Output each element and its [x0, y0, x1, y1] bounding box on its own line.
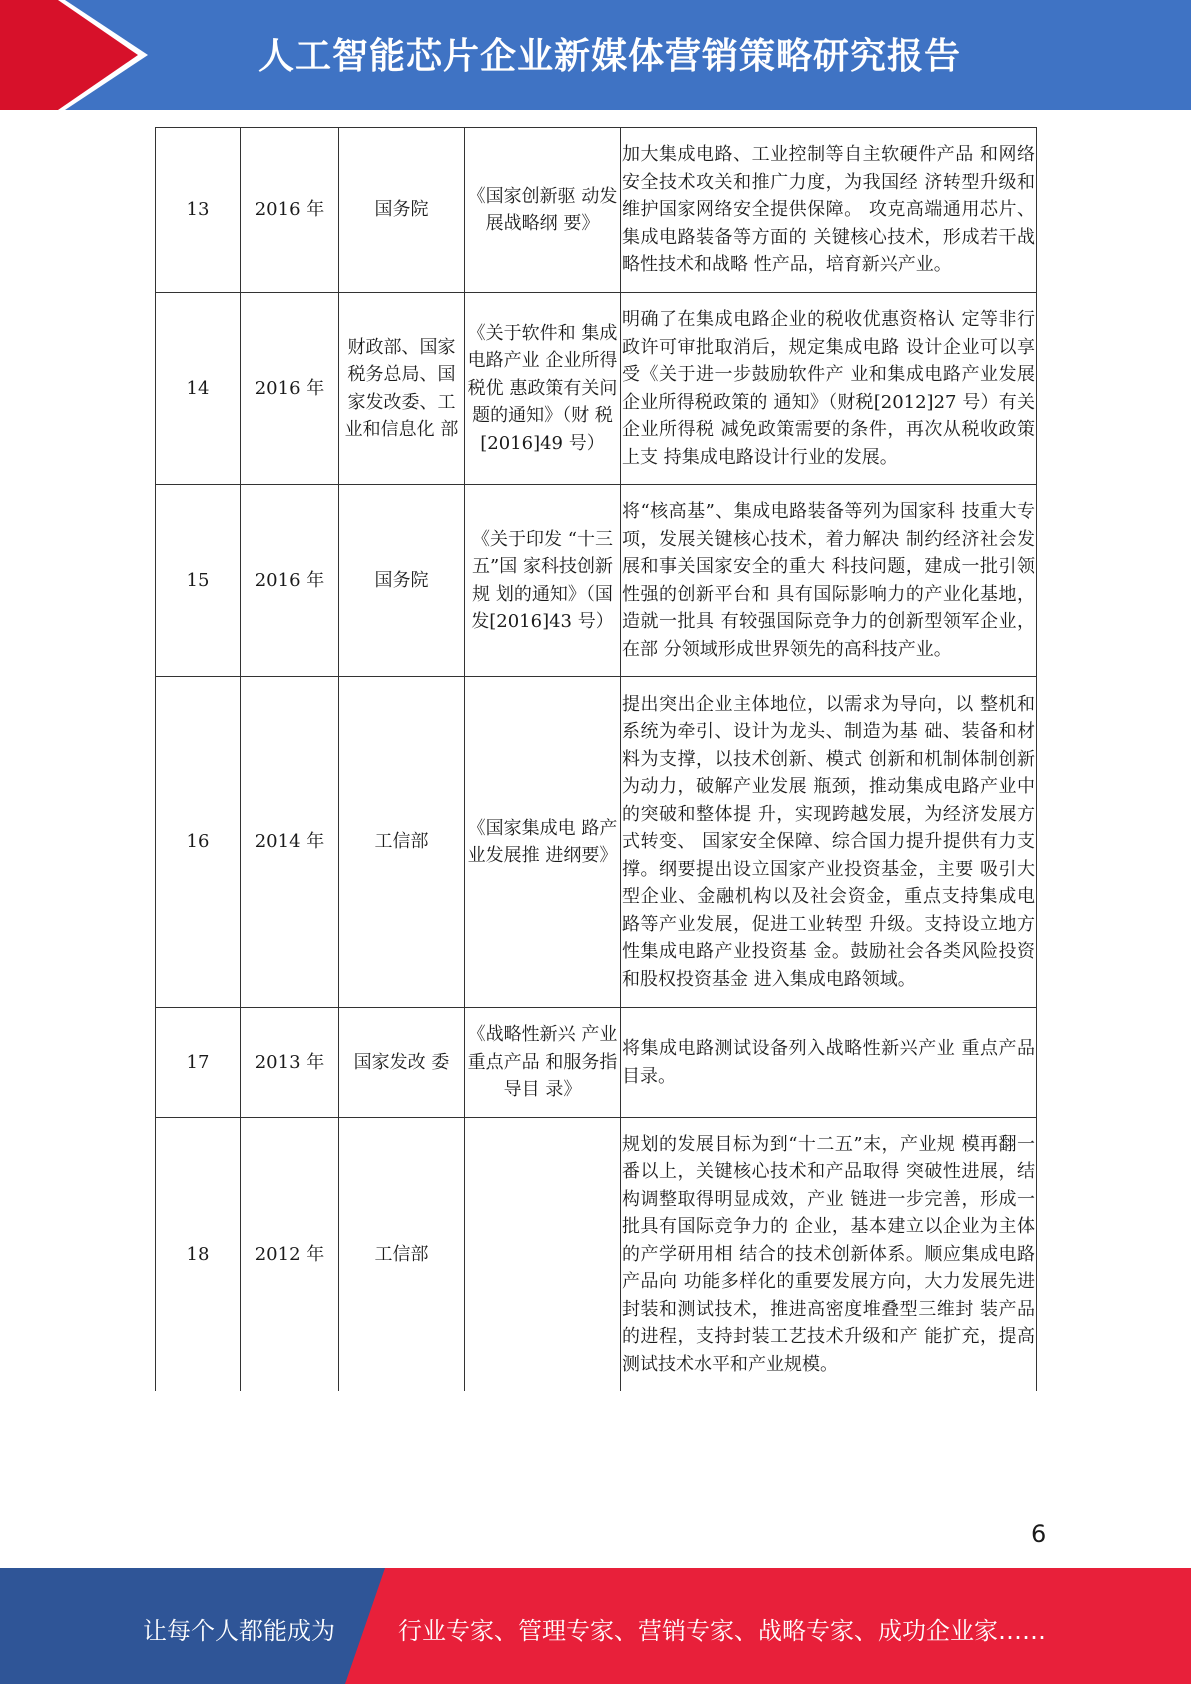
table-row: [156, 677, 1037, 1008]
table-row: [156, 1118, 1037, 1391]
row-policy-content: 提出突出企业主体地位，以需求为导向，以 整机和系统为牵引、设计为龙头、制造为基 础、装备和材料为支撑，以技术创新、模式 创新和机制体制创新为动力，破解产业发展 瓶颈，推动集成电路产业中的突破和整体提 升，实现跨越发展，为经济发展方式转变、 国家安全保障、综合国力提升提供有力支 撑。纲要提出设立国家产业投资基金，主要 吸引大型企业、金融机构以及社会资金，重点支持集成电路等产业发展，促进工业转型 升级。支持设立地方性集成电路产业投资基 金。鼓励社会各类风险投资和股权投资基金 进入集成电路领域。: [621, 677, 1037, 1008]
row-year: 2013 年: [241, 1008, 339, 1118]
table-row: [156, 1008, 1037, 1118]
report-title: 人工智能芯片企业新媒体营销策略研究报告: [258, 36, 962, 77]
row-department: 财政部、国家税务总局、国家发改委、工业和信息化 部: [339, 293, 465, 485]
row-policy-name: 《国家集成电 路产业发展推 进纲要》: [465, 677, 621, 1008]
row-policy-name: 《国家创新驱 动发展战略纲 要》: [465, 128, 621, 293]
row-number: 13: [156, 128, 241, 293]
row-number: 14: [156, 293, 241, 485]
row-number: 15: [156, 485, 241, 677]
header-arrow-decoration: [0, 0, 150, 110]
row-policy-name: 《关于软件和 集成电路产业 企业所得税优 惠政策有关问 题的通知》（财 税[2016]49 号）: [465, 293, 621, 485]
header-banner: [0, 0, 1191, 110]
row-department: 工信部: [339, 677, 465, 1008]
row-number: 16: [156, 677, 241, 1008]
row-number: 17: [156, 1008, 241, 1118]
row-policy-content: 明确了在集成电路企业的税收优惠资格认 定等非行政许可审批取消后，规定集成电路 设计企业可以享受《关于进一步鼓励软件产 业和集成电路产业发展企业所得税政策的 通知》（财税[2012]27 号）有关企业所得税 减免政策需要的条件，再次从税收政策上支 持集成电路设计行业的发展。: [621, 293, 1037, 485]
row-policy-content: 将“核高基”、集成电路装备等列为国家科 技重大专项，发展关键核心技术，着力解决 制约经济社会发展和事关国家安全的重大 科技问题，建成一批引领性强的创新平台和 具有国际影响力的产业化基地，造就一批具 有较强国际竞争力的创新型领军企业，在部 分领域形成世界领先的高科技产业。: [621, 485, 1037, 677]
row-department: 国务院: [339, 485, 465, 677]
policy-table: [155, 127, 1037, 1391]
table-row: [156, 485, 1037, 677]
row-policy-name: 《关于印发 “十三五”国 家科技创新规 划的通知》（国 发[2016]43 号）: [465, 485, 621, 677]
row-year: 2016 年: [241, 485, 339, 677]
row-year: 2016 年: [241, 293, 339, 485]
table-row: [156, 128, 1037, 293]
footer-slogan-left: 让每个人都能成为: [143, 1617, 335, 1645]
row-policy-content: 加大集成电路、工业控制等自主软硬件产品 和网络安全技术攻关和推广力度，为我国经 济转型升级和维护国家网络安全提供保障。 攻克高端通用芯片、集成电路装备等方面的 关键核心技术，形成若干战略性技术和战略 性产品，培育新兴产业。: [621, 128, 1037, 293]
table-row: [156, 293, 1037, 485]
row-department: 国家发改 委: [339, 1008, 465, 1118]
row-year: 2016 年: [241, 128, 339, 293]
row-department: 工信部: [339, 1118, 465, 1391]
row-year: 2014 年: [241, 677, 339, 1008]
footer-banner: [0, 1568, 1191, 1684]
row-department: 国务院: [339, 128, 465, 293]
row-year: 2012 年: [241, 1118, 339, 1391]
row-number: 18: [156, 1118, 241, 1391]
page-number: 6: [1031, 1520, 1047, 1548]
row-policy-content: 规划的发展目标为到“十二五”末，产业规 模再翻一番以上，关键核心技术和产品取得 突破性进展，结构调整取得明显成效，产业 链进一步完善，形成一批具有国际竞争力的 企业，基本建立以企业为主体的产学研用相 结合的技术创新体系。顺应集成电路产品向 功能多样化的重要发展方向，大力发展先进 封装和测试技术，推进高密度堆叠型三维封 装产品的进程，支持封装工艺技术升级和产 能扩充，提高测试技术水平和产业规模。: [621, 1118, 1037, 1391]
footer-slogan-right: 行业专家、管理专家、营销专家、战略专家、成功企业家……: [398, 1617, 1046, 1645]
row-policy-name: [465, 1118, 621, 1391]
row-policy-name: 《战略性新兴 产业重点产品 和服务指导目 录》: [465, 1008, 621, 1118]
row-policy-content: 将集成电路测试设备列入战略性新兴产业 重点产品目录。: [621, 1008, 1037, 1118]
